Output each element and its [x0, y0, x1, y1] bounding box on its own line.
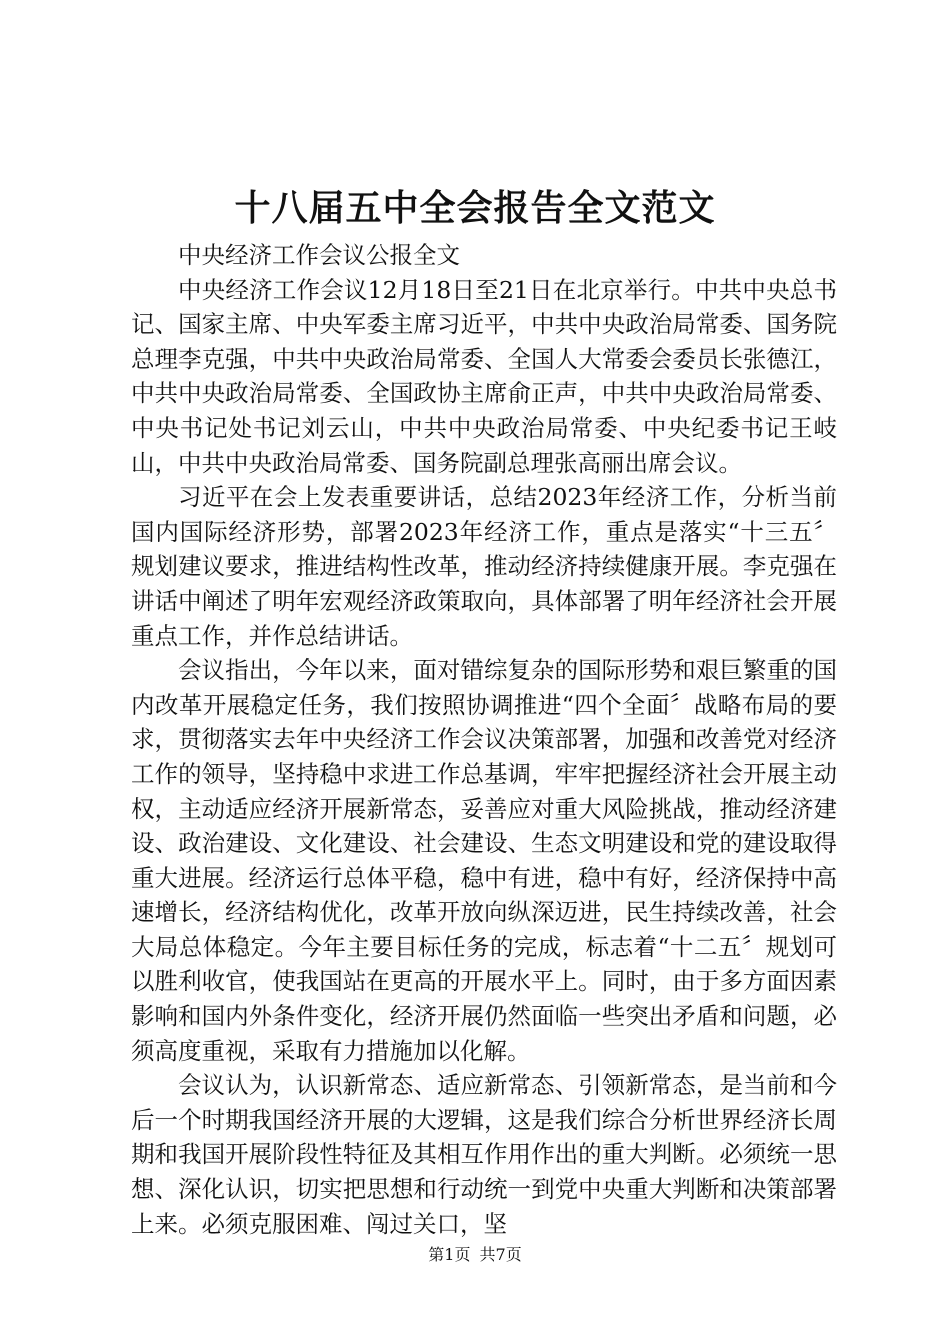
document-title: 十八届五中全会报告全文范文: [234, 187, 716, 229]
page-footer: [0, 1244, 950, 1266]
paragraph-meeting-pointed-out: 会议指出，今年以来，面对错综复杂的国际形势和艰巨繁重的国内改革开展稳定任务，我们按照协调推进“四个全面〞战略布局的要求，贯彻落实去年中央经济工作会议决策部署，加强和改善党对经济工作的领导，坚持稳中求进工作总基调，牢牢把握经济社会开展主动权，主动适应经济开展新常态，妥善应对重大风险挑战，推动经济建设、政治建设、文化建设、社会建设、生态文明建设和党的建设取得重大进展。经济运行总体平稳，稳中有进，稳中有好，经济保持中高速增长，经济结构优化，改革开放向纵深迈进，民生持续改善，社会大局总体稳定。今年主要目标任务的完成，标志着“十二五〞规划可以胜利收官，使我国站在更高的开展水平上。同时，由于多方面因素影响和国内外条件变化，经济开展仍然面临一些突出矛盾和问题，必须高度重视，采取有力措施加以化解。: [131, 656, 837, 1065]
document-body: [131, 238, 837, 1241]
page-number: 第1页: [428, 1245, 471, 1264]
paragraph-meeting-attendance: 中央经济工作会议12月18日至21日在北京举行。中共中央总书记、国家主席、中央军委主席习近平，中共中央政治局常委、国务院总理李克强，中共中央政治局常委、全国人大常委会委员长张德江，中共中央政治局常委、全国政协主席俞正声，中共中央政治局常委、中央书记处书记刘云山，中共中央政治局常委、中央纪委书记王岐山，中共中央政治局常委、国务院副总理张高丽出席会议。: [131, 275, 837, 477]
document-subtitle: 中央经济工作会议公报全文: [178, 241, 460, 269]
page-total: 共7页: [479, 1245, 522, 1264]
paragraph-meeting-believes: 会议认为，认识新常态、适应新常态、引领新常态，是当前和今后一个时期我国经济开展的大逻辑，这是我们综合分析世界经济长周期和我国开展阶段性特征及其相互作用作出的重大判断。必须统一思想、深化认识，切实把思想和行动统一到党中央重大判断和决策部署上来。必须克服困难、闯过关口，坚: [131, 1071, 837, 1238]
paragraph-xi-speech: 习近平在会上发表重要讲话，总结2023年经济工作，分析当前国内国际经济形势，部署2023年经济工作，重点是落实“十三五〞规划建议要求，推进结构性改革，推动经济持续健康开展。李克强在讲话中阐述了明年宏观经济政策取向，具体部署了明年经济社会开展重点工作，并作总结讲话。: [131, 483, 837, 650]
